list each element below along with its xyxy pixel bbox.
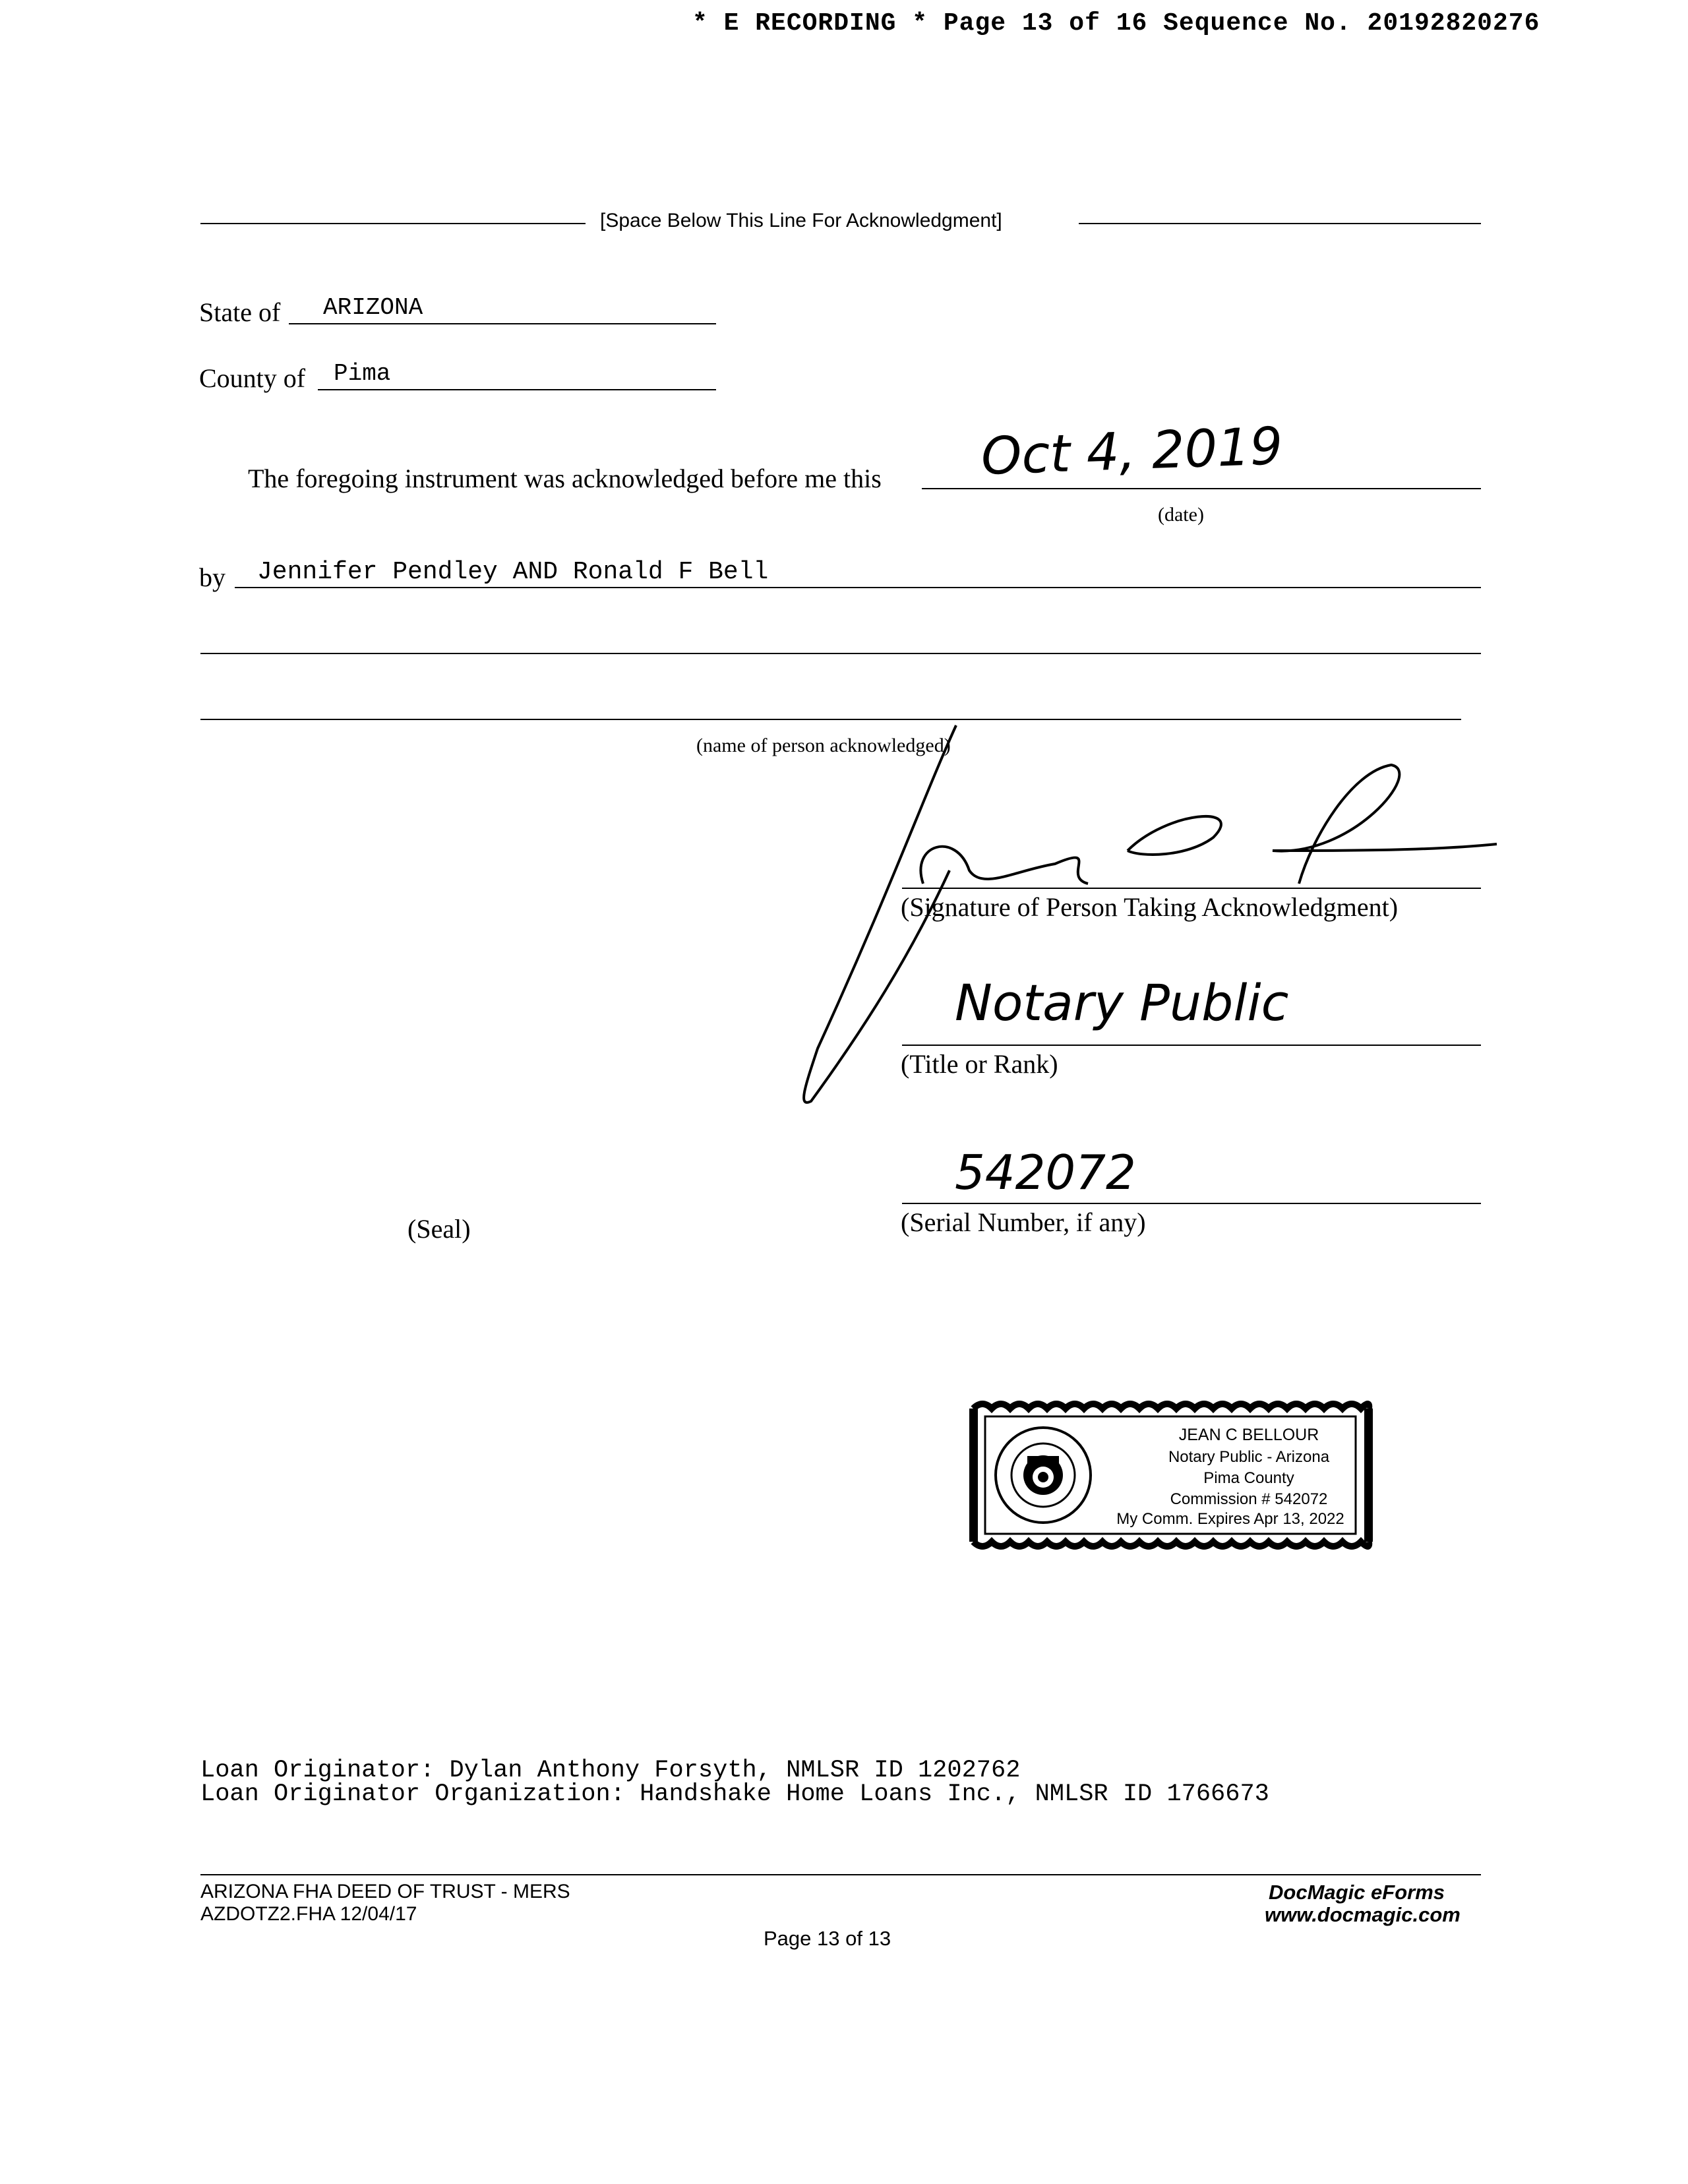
acknowledgment-text: The foregoing instrument was acknowledged before me this — [248, 464, 882, 493]
title-underline — [902, 1045, 1481, 1046]
by-label: by — [199, 562, 226, 592]
divider-left-line — [200, 223, 586, 224]
name-caption: (name of person acknowledged) — [696, 735, 951, 756]
serial-handwritten: 542072 — [955, 1145, 1136, 1200]
state-seal-icon — [996, 1428, 1091, 1523]
serial-caption: (Serial Number, if any) — [901, 1207, 1146, 1237]
date-handwritten: Oct 4, 2019 — [980, 417, 1284, 487]
title-caption: (Title or Rank) — [901, 1049, 1058, 1079]
docmagic-url: www.docmagic.com — [1265, 1903, 1461, 1926]
county-label: County of — [199, 363, 306, 393]
state-value: ARIZONA — [323, 294, 423, 321]
form-code: AZDOTZ2.FHA 12/04/17 — [200, 1903, 417, 1925]
docmagic-brand: DocMagic eForms — [1269, 1881, 1445, 1904]
divider-label: [Space Below This Line For Acknowledgment] — [600, 210, 1002, 231]
stamp-line-3: Pima County — [1203, 1469, 1294, 1487]
recording-header: * E RECORDING * Page 13 of 16 Sequence No. 20192820276 — [692, 9, 1540, 38]
stamp-line-4: Commission # 542072 — [1170, 1490, 1328, 1508]
title-handwritten: Notary Public — [955, 973, 1289, 1032]
state-underline — [289, 323, 716, 324]
stamp-line-2: Notary Public - Arizona — [1168, 1448, 1330, 1466]
state-label: State of — [199, 297, 281, 327]
by-underline — [235, 587, 1481, 588]
date-underline — [922, 488, 1481, 489]
by-value: Jennifer Pendley AND Ronald F Bell — [257, 558, 769, 586]
stamp-line-5: My Comm. Expires Apr 13, 2022 — [1116, 1510, 1344, 1528]
footer-rule — [200, 1874, 1481, 1875]
county-value: Pima — [334, 360, 391, 387]
form-title: ARIZONA FHA DEED OF TRUST - MERS — [200, 1881, 570, 1902]
divider-right-line — [1079, 223, 1481, 224]
serial-underline — [902, 1203, 1481, 1204]
signature-underline — [902, 888, 1481, 889]
notary-stamp — [969, 1399, 1373, 1551]
loan-originator-line-2: Loan Originator Organization: Handshake Home Loans Inc., NMLSR ID 1766673 — [200, 1780, 1269, 1808]
loan-originator-line-1: Loan Originator: Dylan Anthony Forsyth, NMLSR ID 1202762 — [200, 1757, 1021, 1784]
page-number: Page 13 of 13 — [764, 1927, 891, 1950]
blank-line-1 — [200, 653, 1481, 654]
signature-caption: (Signature of Person Taking Acknowledgment) — [901, 892, 1399, 922]
date-caption: (date) — [1158, 504, 1204, 526]
county-underline — [318, 389, 716, 390]
seal-label: (Seal) — [407, 1214, 471, 1244]
stamp-name: JEAN C BELLOUR — [1178, 1426, 1319, 1444]
